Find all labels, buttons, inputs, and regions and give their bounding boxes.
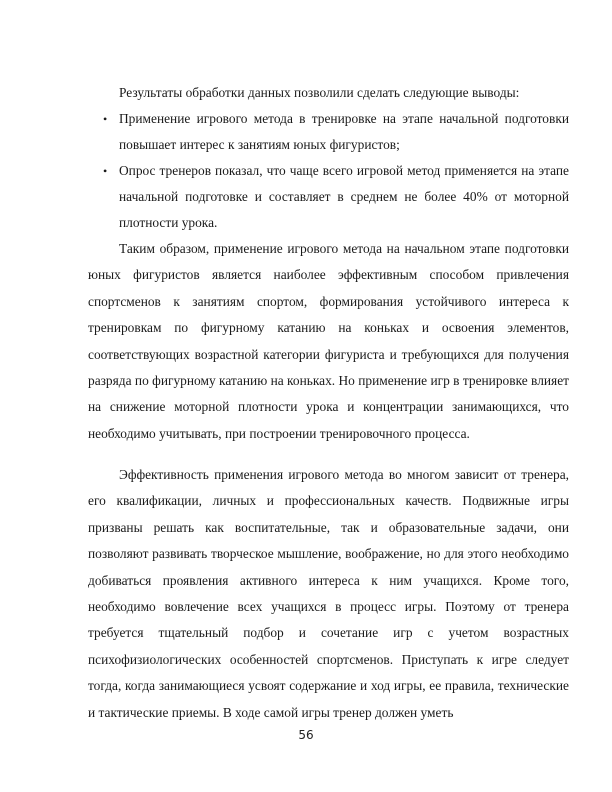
- list-item: [103, 158, 569, 236]
- conclusions-list: [103, 106, 569, 236]
- body-paragraph: Эффективность применения игрового метода во многом зависит от тренера, его квалификации, личных и профессиональных качеств. Подвижные игры призваны решать как воспитательные, так и образовательные задачи, они позволяют развивать творческое мышление, воображение, но для этого необходимо добиваться проявления активного интереса к ним учащихся. Кроме того, необходимо вовлечение всех учащихся в процесс игры. Поэтому от тренера требуется тщательный подбор и сочетание игр с учетом возрастных психофизиологических особенностей спортсменов. Приступать к игре следует тогда, когда занимающиеся усвоят содержание и ход игры, ее правила, технические и тактические приемы. В ходе самой игры тренер должен уметь: [88, 467, 569, 720]
- list-item-text: Опрос тренеров показал, что чаще всего игровой метод применяется на этапе начальной подготовке и составляет в среднем не более 40% от моторной плотности урока.: [119, 163, 569, 230]
- bullet-icon: •: [103, 112, 108, 126]
- bullet-icon: •: [103, 164, 108, 178]
- list-item-text: Применение игрового метода в тренировке на этапе начальной подготовки повышает интерес к занятиям юных фигуристов;: [119, 111, 569, 152]
- intro-sentence: Результаты обработки данных позволили сделать следующие выводы:: [119, 85, 520, 100]
- list-item: [103, 106, 569, 158]
- page-number: 56: [298, 728, 314, 742]
- body-paragraph: Таким образом, применение игрового метода на начальном этапе подготовки юных фигуристов является наиболее эффективным способом привлечения спортсменов к занятиям спортом, формирования устойчивого интереса к тренировкам по фигурному катанию на коньках и освоения элементов, соответствующих возрастной категории фигуриста и требующихся для получения разряда по фигурному катанию на коньках. Но применение игр в тренировке влияет на снижение моторной плотности урока и концентрации занимающихся, что необходимо учитывать, при построении тренировочного процесса.: [88, 241, 569, 441]
